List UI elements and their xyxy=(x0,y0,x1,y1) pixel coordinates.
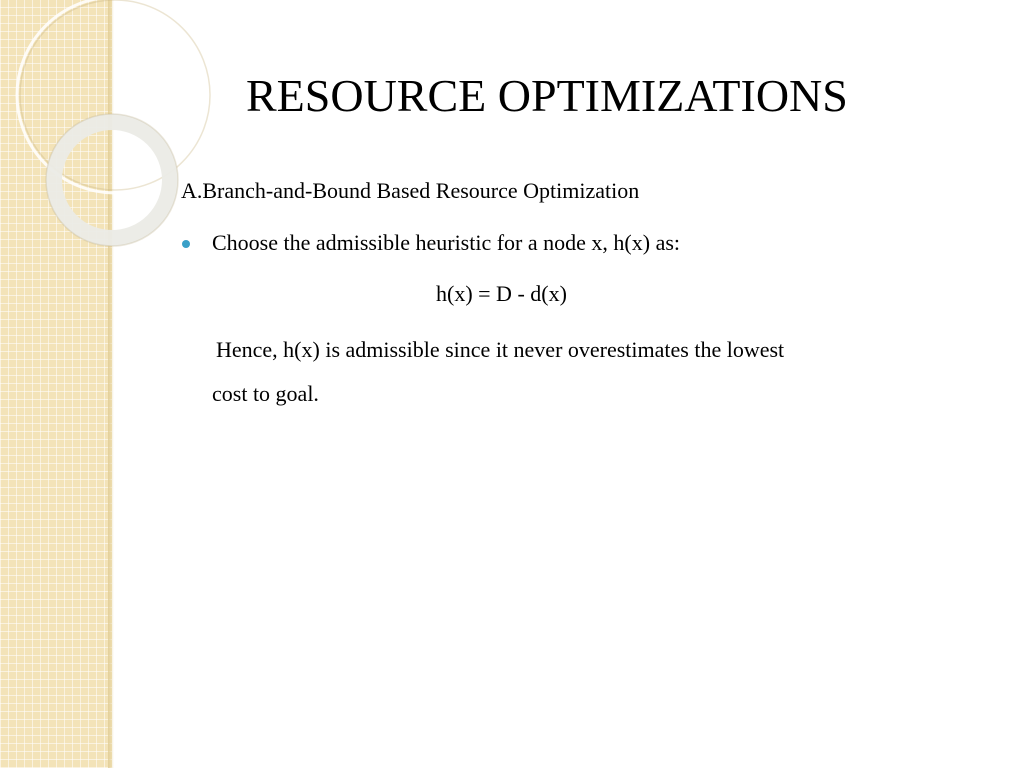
explanation-line-1: Hence, h(x) is admissible since it never overestimates the lowest xyxy=(216,337,785,362)
explanation-line-2: cost to goal. xyxy=(212,381,319,406)
slide-title: RESOURCE OPTIMIZATIONS xyxy=(246,70,848,121)
decorative-circles xyxy=(0,0,180,300)
heuristic-formula: h(x) = D - d(x) xyxy=(436,281,567,306)
explanation-paragraph xyxy=(212,328,972,416)
bullet-text: Choose the admissible heuristic for a node x, h(x) as: xyxy=(212,230,681,255)
bullet-dot-icon xyxy=(182,240,190,248)
section-subheading: A.Branch-and-Bound Based Resource Optimization xyxy=(181,178,640,203)
